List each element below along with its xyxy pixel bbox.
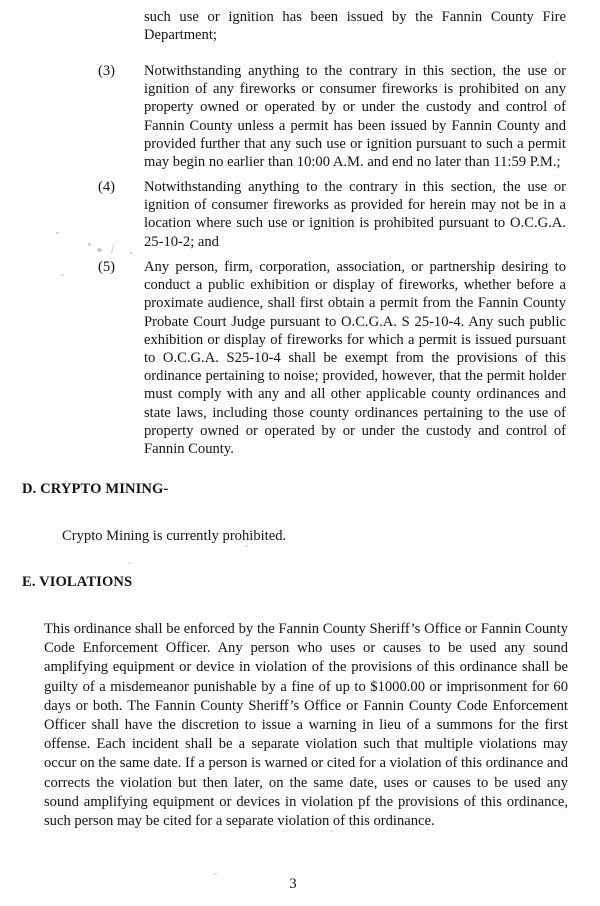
- scan-artifact: [128, 562, 131, 564]
- section-heading-crypto-mining: D. CRYPTO MINING-: [22, 481, 169, 497]
- list-item-body: Any person, firm, corporation, association, or partnership desiring to conduct a public exhibition or display of fireworks, whether before a proximate audience, shall first obtain a permit from the Fannin County Probate Court Judge pursuant to O.C.G.A. S 25-10-4. Any such public exhibition or display of fireworks for which a permit is issued pursuant to O.C.G.A. S25-10-4 shall be exempt from the provisions of this ordinance pertaining to noise; provided, however, that the permit holder must comply with any and all other applicable county ordinances and state laws, including those county ordinances pertaining to the use of property owned or operated by or under the custody and control of Fannin County.: [144, 259, 566, 458]
- scan-artifact: [56, 232, 59, 234]
- list-item: [98, 258, 566, 458]
- scan-artifact: [245, 545, 248, 547]
- continuation-paragraph: such use or ignition has been issued by the Fannin County Fire Department;: [144, 9, 566, 44]
- scan-artifact: [88, 243, 91, 246]
- list-item-body: Notwithstanding anything to the contrary in this section, the use or ignition of consumer fireworks as provided for herein may not be in a location where such use or ignition is prohibited pursuant to O.C.G.A. 25-10-2; and: [144, 179, 566, 250]
- scan-artifact: [61, 274, 64, 276]
- section-heading-violations: E. VIOLATIONS: [22, 574, 133, 590]
- list-item-marker: (5): [98, 259, 116, 275]
- section-body-crypto-mining: Crypto Mining is currently prohibited.: [62, 528, 287, 544]
- list-item: [98, 178, 566, 251]
- list-item-body: Notwithstanding anything to the contrary in this section, the use or ignition of any fireworks or consumer fireworks is prohibited on any property owned or operated by or under the custody and control of Fannin County unless a permit has been issued by Fannin County and provided further that any such use or ignition pursuant to such a permit may begin no earlier than 10:00 A.M. and end no later than 11:59 P.M.;: [144, 63, 566, 171]
- list-item: [98, 62, 566, 171]
- list-item-marker: (4): [98, 179, 116, 195]
- scan-artifact: [214, 873, 217, 875]
- list-item-marker: (3): [98, 63, 116, 79]
- section-body-violations: This ordinance shall be enforced by the Fannin County Sheriff’s Office or Fannin County Code Enforcement Officer. Any person who uses or causes to be used any sound amplifying equipment or device in violation of the provisions of this ordinance shall be guilty of a misdemeanor punishable by a fine of up to $1000.00 or imprisonment for 60 days or both. The Fannin County Sheriff’s Office or Fannin County Code Enforcement Officer shall have the discretion to issue a warning in lieu of a summons for the first offense. Each incident shall be a separate violation such that multiple violations may occur on the same date. If a person is warned or cited for a violation of this ordinance and corrects the violation but then later, on the same date, uses or causes to be used any sound amplifying equipment or devices in violation pf the provisions of this ordinance, such person may be cited for a separate violation of this ordinance.: [44, 621, 568, 830]
- page-number: 3: [289, 876, 297, 892]
- scan-artifact: [130, 252, 132, 254]
